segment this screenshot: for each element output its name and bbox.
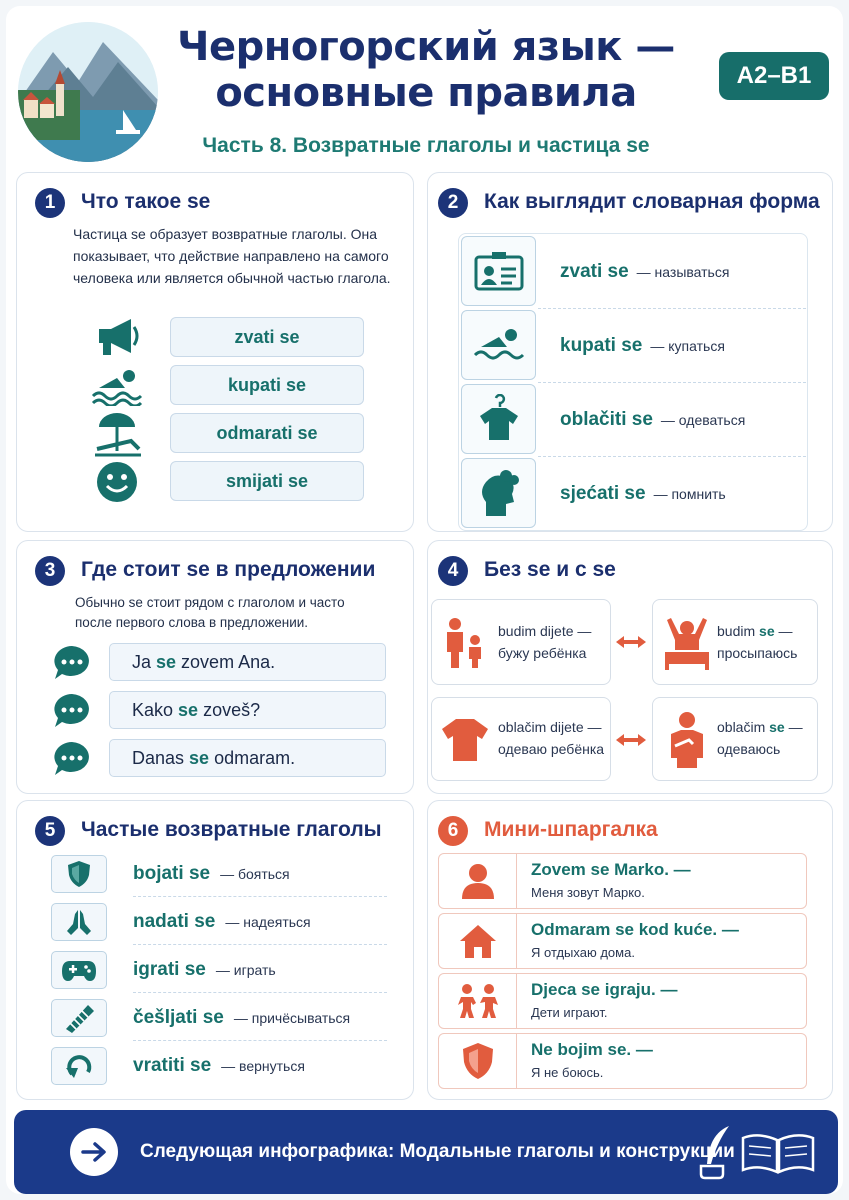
section-description: Обычно se стоит рядом с глаголом и часто после первого слова в предложении. [75,595,345,630]
section-number: 1 [35,188,65,218]
footer-banner[interactable] [14,1110,838,1194]
arrow-right-icon[interactable] [70,1128,118,1176]
swimmer-icon [89,363,145,409]
quill-inkpot-icon [692,1122,738,1182]
example-sentence: Danas se odmaram. [109,739,386,777]
example-sentence: Kako se zoveš? [109,691,386,729]
with-se-card [652,599,818,685]
speech-bubble-icon [49,737,95,781]
person-dressing-icon [659,708,715,772]
without-se-card [431,599,611,685]
cheatsheet-row: Djeca se igraju. — Дети играют. [438,973,807,1029]
section-title: Что такое se [81,190,211,213]
dictionary-row: sjećati se — помнить [560,483,726,504]
section-title: Где стоит se в предложении [81,558,376,581]
cheatsheet-row: Ne bojim se. — Я не боюсь. [438,1033,807,1089]
speech-bubble-icon [49,641,95,685]
section-title: Частые возвратные глаголы [81,818,382,841]
section-number: 6 [438,816,468,846]
dictionary-row: kupati se — купаться [538,309,806,383]
swimmer-icon [461,310,536,380]
double-arrow-icon [612,727,650,753]
dictionary-row: zvati se — называться [538,235,806,309]
section-4-card [427,540,833,794]
page-subtitle: Часть 8. Возвратные глаголы и частица se [202,134,650,157]
section-5-card [16,800,414,1100]
section-3-card [16,540,414,794]
house-icon [439,914,517,968]
gamepad-icon [51,951,107,989]
example-text: oblačim se — одеваюсь [717,719,803,757]
section-title: Мини-шпаргалка [484,818,658,841]
section-2-card [427,172,833,532]
section-title: Без se и с se [484,558,616,581]
example-sentence: Ja se zovem Ana. [109,643,386,681]
head-thinking-icon [461,458,536,528]
children-playing-icon [439,974,517,1028]
with-se-card [652,697,818,781]
shield-icon [51,855,107,893]
montenegro-coast-illustration [18,22,158,162]
open-book-icon [738,1128,818,1178]
example-text: budim dijete — бужу ребёнка [498,623,592,661]
dictionary-row: oblačiti se — одеваться [538,383,806,457]
example-text: oblačim dijete — одеваю ребёнка [498,719,605,757]
id-card-icon [461,236,536,306]
verb-row: češljati se — причёсываться [17,995,395,1043]
shirt-hanger-icon [461,384,536,454]
shirt-icon [438,712,492,768]
verb-pill: zvati se [170,317,364,357]
speech-bubble-icon [49,689,95,733]
cheatsheet-row: Odmaram se kod kuće. — Я отдыхаю дома. [438,913,807,969]
comb-icon [51,999,107,1037]
double-arrow-icon [612,629,650,655]
megaphone-icon [89,313,145,359]
section-number: 4 [438,556,468,586]
cheatsheet-row: Zovem se Marko. — Меня зовут Марко. [438,853,807,909]
example-text: budim se — просыпаюсь [717,623,798,661]
infographic-page [6,6,843,1194]
section-1-card [16,172,414,532]
without-se-card [431,697,611,781]
verb-pill: smijati se [170,461,364,501]
person-icon [439,854,517,908]
verb-row: vratiti se — вернуться [17,1043,395,1091]
section-title: Как выглядит словарная форма [484,190,820,213]
next-infographic-link[interactable]: Следующая инфографика: Модальные глаголы и конструкции [140,1141,735,1162]
beach-lounger-icon [89,409,145,459]
verb-pill: odmarati se [170,413,364,453]
verb-row: igrati se — играть [17,947,395,995]
section-6-card [427,800,833,1100]
praying-hands-icon [51,903,107,941]
section-description: Частица se образует возвратные глаголы. Она показывает, что действие направлено на самого человека или является обычной частью глагола. [73,226,391,286]
shield-icon [439,1034,517,1088]
section-number: 2 [438,188,468,218]
level-badge: A2–B1 [719,52,829,100]
header [6,6,843,171]
section-number: 3 [35,556,65,586]
section-number: 5 [35,816,65,846]
verb-pill: kupati se [170,365,364,405]
page-title: Черногорский язык — основные правила [177,24,675,116]
verb-row: bojati se — бояться [17,851,395,899]
waking-up-icon [659,612,715,674]
return-arrow-icon [51,1047,107,1085]
verb-row: nadati se — надеяться [17,899,395,947]
smiley-icon [89,459,145,505]
parent-child-icon [438,614,490,672]
